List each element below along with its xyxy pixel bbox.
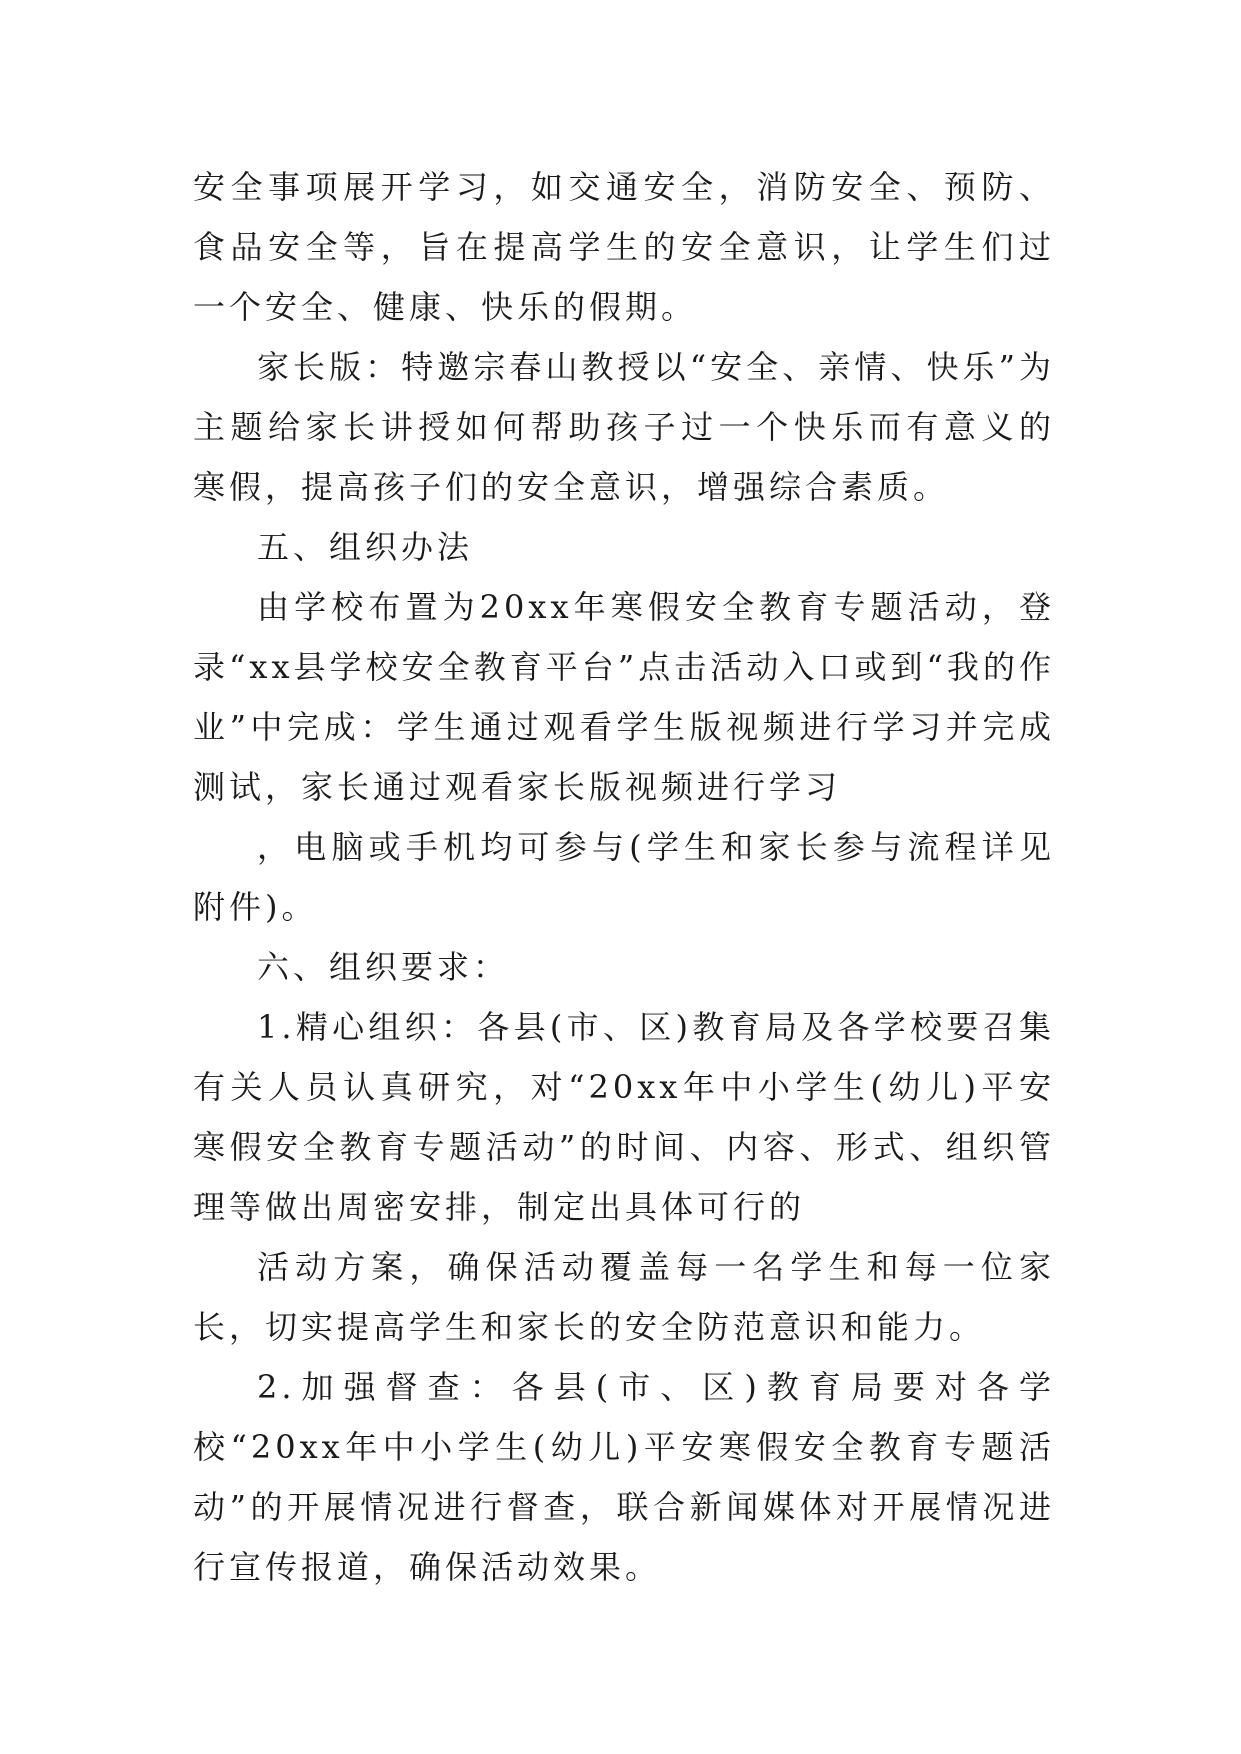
document-page bbox=[193, 157, 1055, 1597]
paragraph-activity-plan: 活动方案，确保活动覆盖每一名学生和每一位家长，切实提高学生和家长的安全防范意识和能力。 bbox=[193, 1248, 1055, 1346]
paragraph-careful-organization: 1.精心组织：各县(市、区)教育局及各学校要召集有关人员认真研究，对“20xx年中小学生(幼儿)平安寒假安全教育专题活动”的时间、内容、形式、组织管理等做出周密安排，制定出具体可行的 bbox=[193, 1008, 1055, 1226]
paragraph-devices: ，电脑或手机均可参与(学生和家长参与流程详见附件)。 bbox=[193, 828, 1055, 926]
section-heading-organization-method: 五、组织办法 bbox=[257, 528, 474, 566]
paragraph-organization-method: 由学校布置为20xx年寒假安全教育专题活动，登录“xx县学校安全教育平台”点击活动入口或到“我的作业”中完成：学生通过观看学生版视频进行学习并完成测试，家长通过观看家长版视频进行学习 bbox=[193, 588, 1055, 806]
paragraph-supervision: 2.加强督查：各县(市、区)教育局要对各学校“20xx年中小学生(幼儿)平安寒假安全教育专题活动”的开展情况进行督查，联合新闻媒体对开展情况进行宣传报道，确保活动效果。 bbox=[193, 1368, 1055, 1586]
paragraph-safety-topics: 安全事项展开学习，如交通安全，消防安全、预防、食品安全等，旨在提高学生的安全意识，让学生们过一个安全、健康、快乐的假期。 bbox=[193, 168, 1055, 326]
section-heading-organization-requirements: 六、组织要求： bbox=[257, 948, 510, 986]
paragraph-parent-version: 家长版：特邀宗春山教授以“安全、亲情、快乐”为主题给家长讲授如何帮助孩子过一个快乐而有意义的寒假，提高孩子们的安全意识，增强综合素质。 bbox=[193, 348, 1055, 506]
